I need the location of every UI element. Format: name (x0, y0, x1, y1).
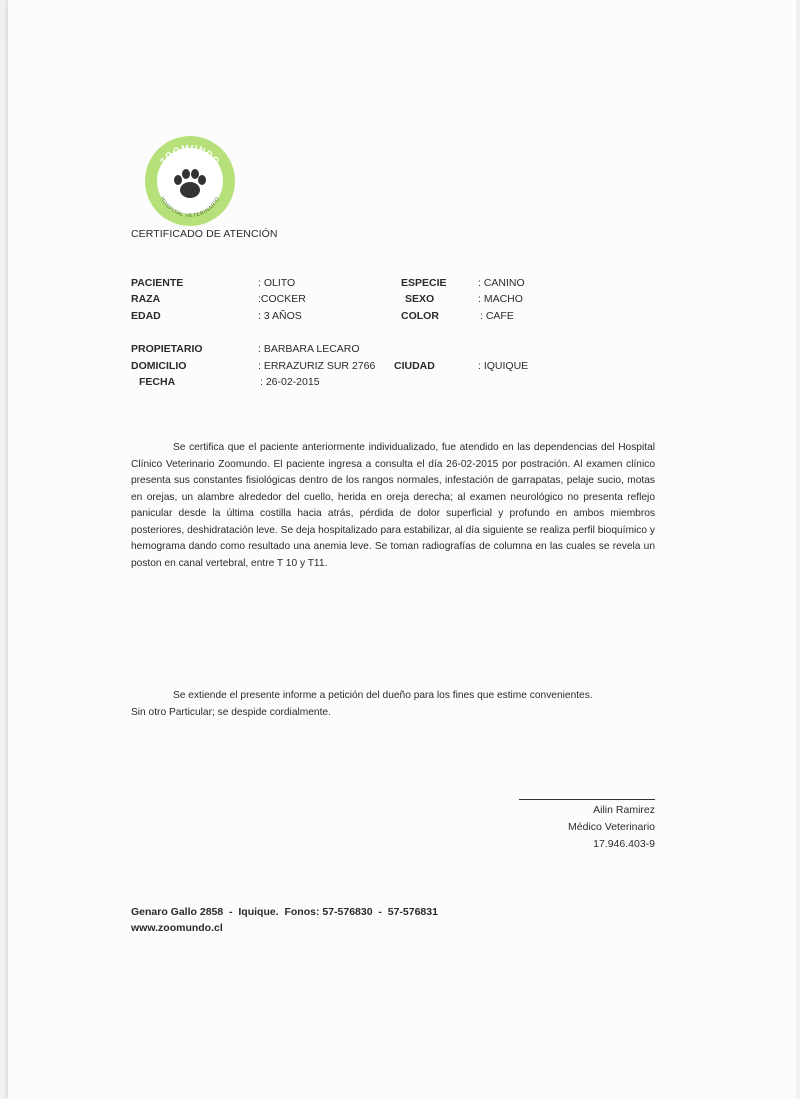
certificate-title: CERTIFICADO DE ATENCIÓN (131, 228, 278, 240)
fecha-label: FECHA (139, 376, 176, 388)
propietario-value: : BARBARA LECARO (258, 343, 360, 355)
color-value: : CAFE (480, 310, 514, 322)
sexo-value: : MACHO (478, 293, 523, 305)
footer-website: www.zoomundo.cl (131, 922, 223, 934)
signature-id: 17.946.403-9 (593, 838, 655, 850)
paciente-value: : OLITO (258, 277, 296, 289)
logo-top-text: ZOOMUNDO (157, 142, 223, 167)
footer-address: Genaro Gallo 2858 - Iquique. Fonos: 57-576830 - 57-576831 (131, 906, 438, 918)
ciudad-label: CIUDAD (394, 360, 435, 372)
raza-label: RAZA (131, 293, 161, 305)
logo-bottom-text: HOSPITAL VETERINARIO (158, 196, 222, 220)
paragraph-request: Se extiende el presente informe a petición del dueño para los fines que estime convenientes. (173, 690, 593, 701)
especie-label: ESPECIE (401, 277, 447, 289)
edad-label: EDAD (131, 310, 161, 322)
color-label: COLOR (401, 310, 439, 322)
fecha-value: : 26-02-2015 (260, 376, 320, 388)
signature-line (519, 799, 655, 800)
raza-value: :COCKER (258, 293, 306, 305)
paragraph-clinical: Se certifica que el paciente anteriormente individualizado, fue atendido en las dependencias del Hospital Clínico Veterinario Zoomundo. El paciente ingresa a consulta el día 26-02-2015 por postración. Al examen clínico presenta sus constantes fisiológicas dentro de los rangos normales, infestación de garrapatas, pelaje sucio, motas en orejas, un alambre alrededor del cuello, herida en oreja derecha; al examen neurológico no presenta reflejo panicular desde la última costilla hacia atrás, pérdida de dolor superficial y profundo en ambos miembros posteriores, deshidratación leve. Se deja hospitalizado para estabilizar, al día siguiente se realiza perfil bioquímico y hemograma dando como resultado una anemia leve. Se toman radiografías de columna en las cuales se revela un poston en canal vertebral, entre T 10 y T11. (131, 442, 655, 569)
domicilio-value: : ERRAZURIZ SUR 2766 (258, 360, 376, 372)
edad-value: : 3 AÑOS (258, 310, 302, 322)
domicilio-label: DOMICILIO (131, 360, 187, 372)
certificate-body (131, 440, 655, 572)
zoomundo-logo (144, 135, 236, 227)
closing-line: Sin otro Particular; se despide cordialmente. (131, 706, 331, 718)
especie-value: : CANINO (478, 277, 525, 289)
sexo-label: SEXO (405, 293, 435, 305)
paciente-label: PACIENTE (131, 277, 184, 289)
signature-name: Ailin Ramirez (593, 804, 655, 816)
ciudad-value: : IQUIQUE (478, 360, 529, 372)
propietario-label: PROPIETARIO (131, 343, 203, 355)
closing-block (131, 688, 655, 721)
signature-title: Médico Veterinario (568, 821, 655, 833)
